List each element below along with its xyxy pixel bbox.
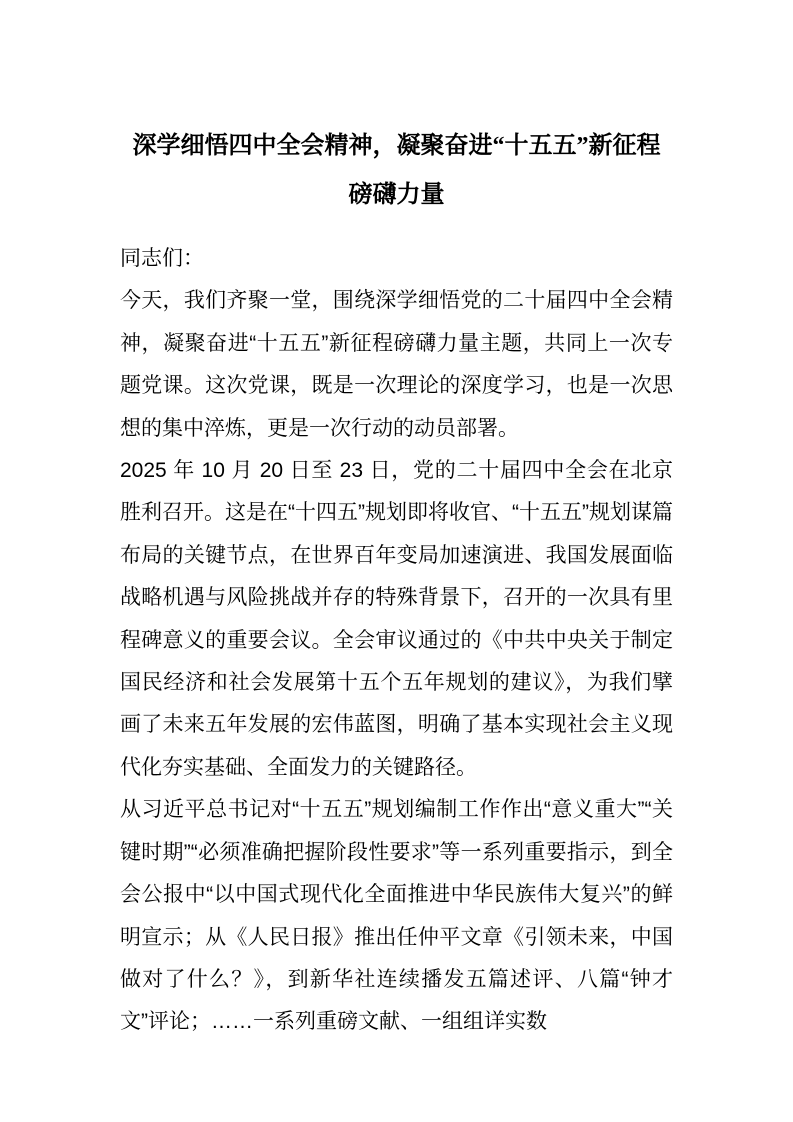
paragraph-lecture-intro: 今天，我们齐聚一堂，围绕深学细悟党的二十届四中全会精神，凝聚奋进“十五五”新征程磅礴力量主题，共同上一次专题党课。这次党课，既是一次理论的深度学习，也是一次思想的集中淬炼，更是一次行动的动员部署。: [120, 289, 673, 440]
paragraph-directives-and-media: 从习近平总书记对“十五五”规划编制工作作出“意义重大”“关键时期”“必须准确把握阶段性要求”等一系列重要指示，到全会公报中“以中国式现代化全面推进中华民族伟大复兴”的鲜明宣示；从《人民日报》推出任仲平文章《引领未来，中国做对了什么？》，到新华社连续播发五篇述评、八篇“钟才文”评论；……一系列重磅文献、一组组详实数: [120, 798, 673, 1034]
document-body: [120, 238, 673, 1044]
paragraph-plenum-overview: 2025 年 10 月 20 日至 23 日，党的二十届四中全会在北京胜利召开。这是在“十四五”规划即将收官、“十五五”规划谋篇布局的关键节点，在世界百年变局加速演进、我国发展面临战略机遇与风险挑战并存的特殊背景下，召开的一次具有里程碑意义的重要会议。全会审议通过的《中共中央关于制定国民经济和社会发展第十五个五年规划的建议》，为我们擘画了未来五年发展的宏伟蓝图，明确了基本实现社会主义现代化夯实基础、全面发力的关键路径。: [120, 459, 673, 779]
title-line-2: 磅礴力量: [348, 182, 445, 208]
document-title: [120, 122, 673, 220]
title-line-1: 深学细悟四中全会精神，凝聚奋进“十五五”新征程: [132, 133, 661, 159]
paragraph-salutation: 同志们：: [120, 247, 204, 270]
